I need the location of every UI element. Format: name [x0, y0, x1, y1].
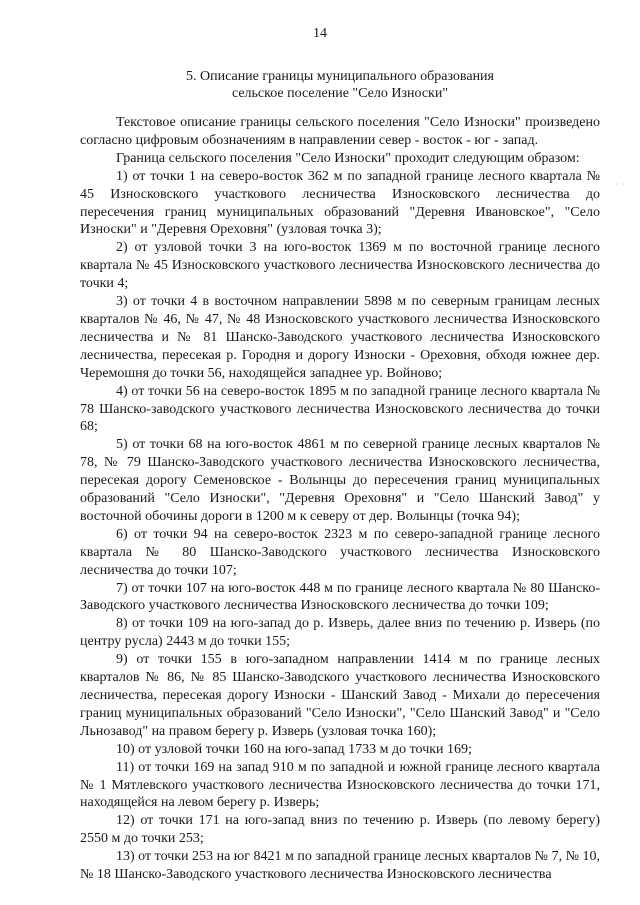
paragraph-item-9: 9) от точки 155 в юго-западном направлении 1414 м по границе лесных кварталов № 86, № 85 Шанско-Заводского участкового лесничества Износковского лесничества, пересекая дорогу Износки - Шанский Завод - Михали до пересечения границ муниципальных образований "Село Износки", "Село Шанский Завод" и "Село Льнозавод" на правом берегу р. Изверь (узловая точка 160); — [80, 652, 600, 739]
paragraph-intro: Текстовое описание границы сельского поселения "Село Износки" произведено согласно цифровым обозначениям в направлении север - восток - юг - запад. — [80, 115, 600, 148]
paragraph-item-2: 2) от узловой точки 3 на юго-восток 1369 м по восточной границе лесного квартала № 45 Износковского участкового лесничества Износковского лесничества до точки 4; — [80, 240, 600, 292]
paragraph-item-8: 8) от точки 109 на юго-запад до р. Изверь, далее вниз по течению р. Изверь (по центру русла) 2443 м до точки 155; — [80, 616, 600, 650]
paragraph-item-4: 4) от точки 56 на северо-восток 1895 м по западной границе лесного квартала № 78 Шанско-заводского участкового лесничества Износковского лесничества до точки 68; — [80, 383, 600, 435]
section-heading-line-2: сельское поселение "Село Износки" — [231, 86, 449, 101]
paragraph-item-5: 5) от точки 68 на юго-восток 4861 м по северной границе лесных кварталов № 78, № 79 Шанско-Заводского участкового лесничества Износковского лесничества, пересекая дорогу Семеновское - Волынцы до пересечения границ муниципальных образований "Село Износки", "Деревня Ореховня" и "Село Шанский Завод" у восточной обочины дороги в 1200 м к северу от дер. Волынцы (точка 94); — [80, 437, 600, 524]
section-heading-line-1: 5. Описание границы муниципального образования — [186, 69, 494, 84]
paragraph-item-13: 13) от точки 253 на юг 8421 м по западной границе лесных кварталов № 7, № 10, № 18 Шанско-Заводского участкового лесничества Износковского лесничества — [80, 849, 600, 883]
paragraph-item-11: 11) от точки 169 на запад 910 м по западной и южной границе лесного квартала № 1 Мятлевского участкового лесничества Износковского лесничества до точки 171, находящейся на левом берегу р. Изверь; — [80, 759, 600, 811]
paragraph-item-7: 7) от точки 107 на юго-восток 448 м по границе лесного квартала № 80 Шанско-Заводского участкового лесничества Износковского лесничества до точки 109; — [80, 580, 600, 614]
paragraph-item-10: 10) от узловой точки 160 на юго-запад 1733 м до точки 169; — [116, 741, 472, 757]
paragraph-item-3: 3) от точки 4 в восточном направлении 5898 м по северным границам лесных кварталов № 46, № 47, № 48 Износковского участкового лесничества Износковского лесничества и № 81 Шанско-Заводского участкового лесничества Износковского лесничества, пересекая р. Городня и дорогу Износки - Ореховня, обходя южнее дер. Черемошня до точки 56, находящейся западнее ур. Войново; — [80, 294, 600, 381]
document-body — [80, 114, 600, 884]
paragraph-item-12: 12) от точки 171 на юго-запад вниз по течению р. Изверь (по левому берегу) 2550 м до точки 253; — [80, 813, 600, 847]
section-heading — [80, 68, 600, 102]
paragraph-item-6: 6) от точки 94 на северо-восток 2323 м по северо-западной границе лесного квартала № 80 Шанско-Заводского участкового лесничества Износковского лесничества до точки 107; — [80, 526, 600, 578]
page-number: 14 — [313, 26, 327, 41]
scan-artifact-marks: · · — [616, 180, 627, 189]
paragraph-item-1: 1) от точки 1 на северо-восток 362 м по западной границе лесного квартала № 45 Износковского участкового лесничества Износковского лесничества до пересечения границ муниципальных образований "Деревня Ивановское", "Село Износки" и "Деревня Ореховня" (узловая точка 3); — [80, 168, 600, 238]
paragraph-lead: Граница сельского поселения "Село Износки" проходит следующим образом: — [116, 150, 580, 166]
